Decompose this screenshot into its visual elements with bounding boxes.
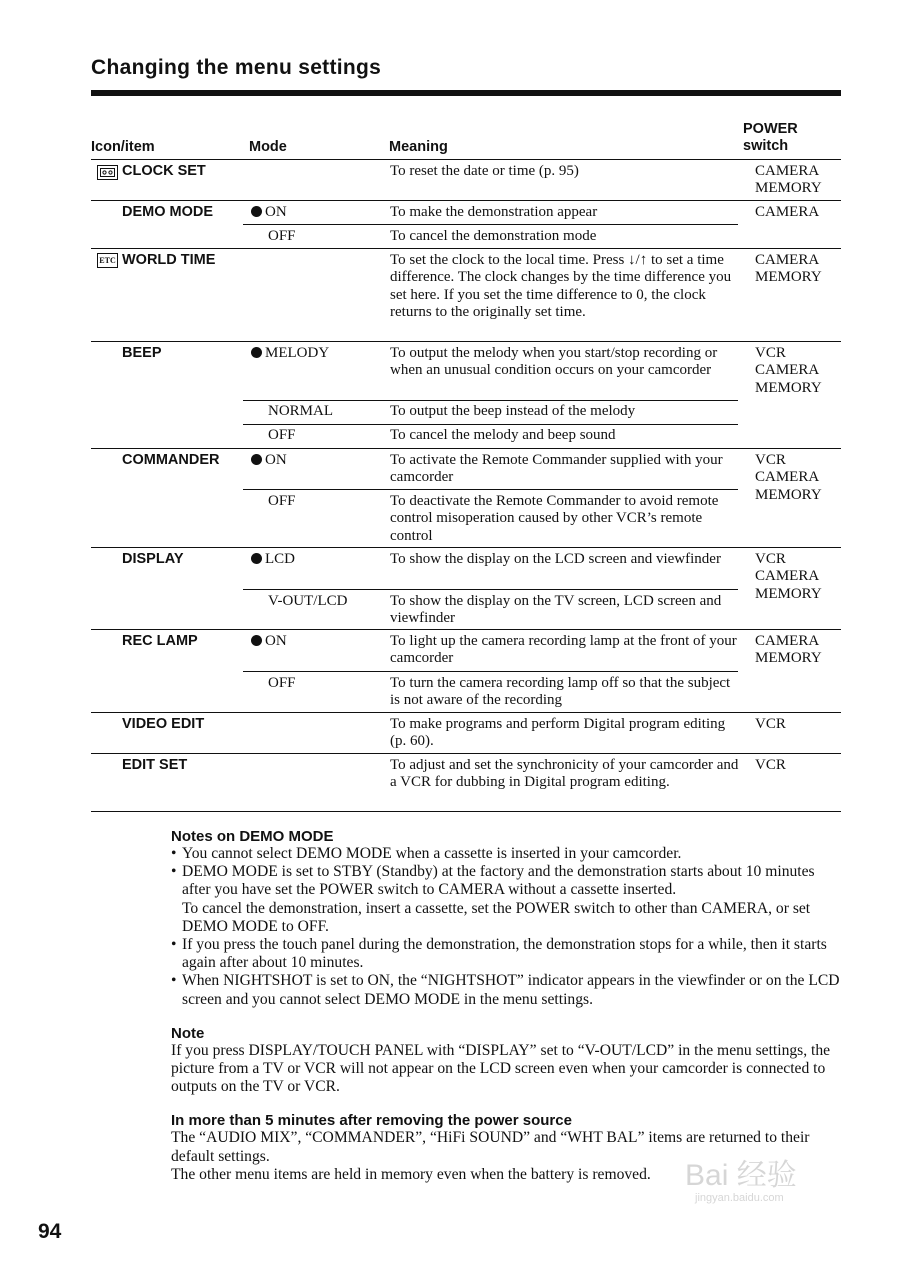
notes-section bbox=[171, 828, 841, 1184]
notes-demo-bullet: • If you press the touch panel during the demonstration, the demonstration stops for a while, then it starts again after about 10 minutes. bbox=[171, 936, 841, 972]
mode-rec-lamp-off: OFF bbox=[268, 675, 296, 691]
default-dot-icon bbox=[251, 206, 262, 217]
power-edit-set: VCR bbox=[755, 757, 786, 773]
power-header-line2: switch bbox=[743, 138, 789, 154]
mode-demo-off: OFF bbox=[268, 228, 296, 244]
power-source-text: The “AUDIO MIX”, “COMMANDER”, “HiFi SOUND” and “WHT BAL” items are returned to their default settings. bbox=[171, 1129, 810, 1165]
page-title: Changing the menu settings bbox=[91, 56, 382, 79]
page-number: 94 bbox=[38, 1220, 62, 1243]
power-header-line1: POWER bbox=[743, 121, 798, 137]
column-header-power bbox=[743, 121, 798, 155]
watermark-text: Bai 经验 bbox=[685, 1159, 797, 1192]
default-dot-icon bbox=[251, 635, 262, 646]
meaning-display-lcd: To show the display on the LCD screen and viewfinder bbox=[390, 551, 721, 567]
watermark bbox=[685, 1150, 797, 1204]
item-edit-set: EDIT SET bbox=[122, 757, 188, 773]
notes-demo-title: Notes on DEMO MODE bbox=[171, 828, 334, 845]
mode-display-vout: V-OUT/LCD bbox=[268, 593, 348, 609]
notes-demo-bullet: • DEMO MODE is set to STBY (Standby) at the factory and the demonstration starts about 10 minutes after you have set the POWER switch to CAMERA without a cassette inserted. bbox=[171, 863, 841, 899]
notes-demo-bullet: • When NIGHTSHOT is set to ON, the “NIGHTSHOT” indicator appears in the viewfinder or on the LCD screen and you cannot select DEMO MODE in the menu settings. bbox=[171, 972, 841, 1008]
default-dot-icon bbox=[251, 454, 262, 465]
column-header-item: Icon/item bbox=[91, 139, 155, 155]
row-divider bbox=[91, 248, 841, 249]
meaning-edit-set: To adjust and set the synchronicity of your camcorder and a VCR for dubbing in Digital program editing. bbox=[390, 757, 739, 791]
notes-demo-bullet: • You cannot select DEMO MODE when a cassette is inserted in your camcorder. bbox=[171, 845, 841, 863]
meaning-video-edit: To make programs and perform Digital program editing (p. 60). bbox=[390, 716, 726, 750]
item-beep: BEEP bbox=[122, 345, 162, 361]
item-commander: COMMANDER bbox=[122, 452, 220, 468]
power-video-edit: VCR bbox=[755, 716, 786, 732]
row-divider bbox=[91, 629, 841, 630]
mode-rec-lamp-on: ON bbox=[251, 633, 287, 650]
etc-icon: ETC bbox=[97, 253, 118, 268]
row-divider bbox=[91, 712, 841, 713]
mode-commander-off: OFF bbox=[268, 493, 296, 509]
power-demo-mode: CAMERA bbox=[755, 204, 820, 220]
column-header-meaning: Meaning bbox=[389, 139, 448, 155]
meaning-demo-off: To cancel the demonstration mode bbox=[390, 228, 597, 244]
meaning-commander-on: To activate the Remote Commander supplied with your camcorder bbox=[390, 452, 723, 486]
row-divider bbox=[91, 200, 841, 201]
note-text: If you press DISPLAY/TOUCH PANEL with “DISPLAY” set to “V-OUT/LCD” in the menu settings, the picture from a TV or VCR will not appear on the LCD screen even when your camcorder is connected to outputs on the TV or VCR. bbox=[171, 1041, 831, 1096]
meaning-clock-set: To reset the date or time (p. 95) bbox=[390, 163, 579, 179]
power-display: VCR CAMERA MEMORY bbox=[755, 551, 822, 602]
subrow-divider bbox=[243, 489, 738, 490]
row-divider bbox=[91, 753, 841, 754]
row-divider bbox=[91, 448, 841, 449]
subrow-divider bbox=[243, 589, 738, 590]
cassette-icon bbox=[97, 165, 118, 180]
table-bottom-rule bbox=[91, 811, 841, 812]
power-world-time: CAMERA MEMORY bbox=[755, 252, 822, 286]
mode-beep-melody: MELODY bbox=[251, 345, 329, 362]
item-clock-set: CLOCK SET bbox=[122, 163, 206, 179]
table-header bbox=[91, 118, 841, 160]
meaning-beep-off: To cancel the melody and beep sound bbox=[390, 427, 616, 443]
item-world-time: WORLD TIME bbox=[122, 252, 216, 268]
column-header-mode: Mode bbox=[249, 139, 287, 155]
item-video-edit: VIDEO EDIT bbox=[122, 716, 205, 732]
item-rec-lamp: REC LAMP bbox=[122, 633, 198, 649]
meaning-world-time: To set the clock to the local time. Press ↓/↑ to set a time difference. The clock changes by the time difference you set here. If you set the time difference to 0, the clock returns to the originally set time. bbox=[390, 252, 732, 320]
mode-beep-off: OFF bbox=[268, 427, 296, 443]
mode-commander-on: ON bbox=[251, 452, 287, 469]
power-source-title: In more than 5 minutes after removing the power source bbox=[171, 1112, 572, 1130]
subrow-divider bbox=[243, 424, 738, 425]
power-source-text: The other menu items are held in memory even when the battery is removed. bbox=[171, 1165, 651, 1183]
default-dot-icon bbox=[251, 553, 262, 564]
mode-demo-on: ON bbox=[251, 204, 287, 221]
subrow-divider bbox=[243, 671, 738, 672]
mode-display-lcd: LCD bbox=[251, 551, 295, 568]
power-commander: VCR CAMERA MEMORY bbox=[755, 452, 822, 503]
mode-beep-normal: NORMAL bbox=[268, 403, 334, 419]
meaning-rec-lamp-off: To turn the camera recording lamp off so that the subject is not aware of the recording bbox=[390, 675, 731, 709]
subrow-divider bbox=[243, 224, 738, 225]
meaning-demo-on: To make the demonstration appear bbox=[390, 204, 598, 220]
notes-demo-bullet-continued: To cancel the demonstration, insert a cassette, set the POWER switch to other than CAMERA, or set DEMO MODE to OFF. bbox=[182, 899, 811, 935]
power-rec-lamp: CAMERA MEMORY bbox=[755, 633, 822, 667]
note-title: Note bbox=[171, 1024, 205, 1042]
row-divider bbox=[91, 547, 841, 548]
item-demo-mode: DEMO MODE bbox=[122, 204, 214, 220]
meaning-commander-off: To deactivate the Remote Commander to avoid remote control misoperation caused by other VCR’s remote control bbox=[390, 493, 719, 544]
meaning-rec-lamp-on: To light up the camera recording lamp at the front of your camcorder bbox=[390, 633, 737, 667]
default-dot-icon bbox=[251, 347, 262, 358]
subrow-divider bbox=[243, 400, 738, 401]
meaning-beep-melody: To output the melody when you start/stop recording or when an unusual condition occurs on your camcorder bbox=[390, 345, 718, 379]
power-beep: VCR CAMERA MEMORY bbox=[755, 345, 822, 396]
row-divider bbox=[91, 341, 841, 342]
meaning-display-vout: To show the display on the TV screen, LCD screen and viewfinder bbox=[390, 593, 722, 627]
meaning-beep-normal: To output the beep instead of the melody bbox=[390, 403, 636, 419]
item-display: DISPLAY bbox=[122, 551, 184, 567]
power-clock-set: CAMERA MEMORY bbox=[755, 163, 822, 197]
title-rule bbox=[91, 90, 841, 96]
watermark-url: jingyan.baidu.com bbox=[695, 1192, 784, 1204]
